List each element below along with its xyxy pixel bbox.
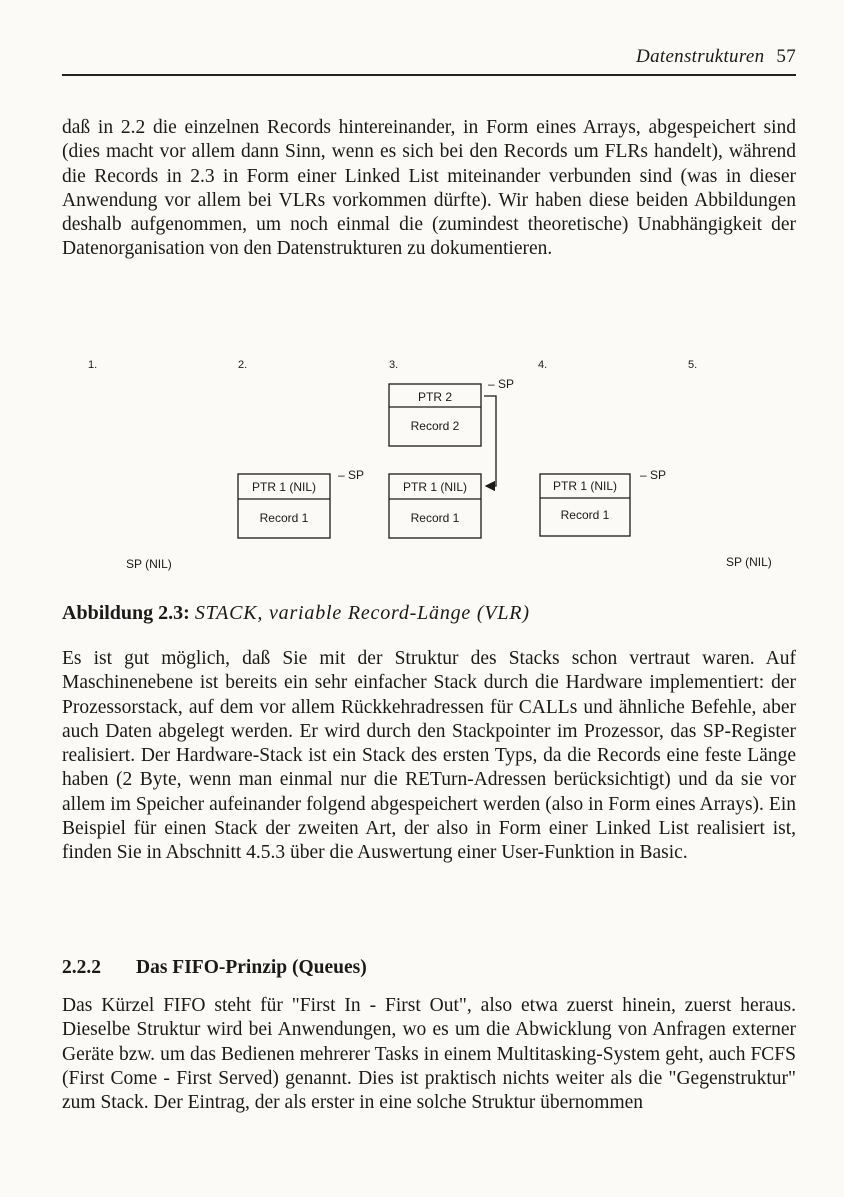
stage-3-record2: Record 2 [410, 419, 460, 433]
caption-label: Abbildung 2.3: [62, 602, 190, 624]
step-label-4: 4. [538, 359, 548, 371]
section-number: 2.2.2 [62, 957, 101, 978]
stage-2-sp: – SP [338, 468, 365, 482]
paragraph-intro: daß in 2.2 die einzelnen Records hintereinander, in Form eines Arrays, abgespeichert sind (dies macht vor allem dann Sinn, wenn es sich bei den Records um FLRs handelt), während die Records in 2.3 in Form einer Linked List miteinander verbunden sind (was in dieser Anwendung vor allem bei VLRs vorkommen dürfte). Wir haben diese beiden Abbildungen deshalb aufgenommen, um noch einmal die (zumindest theoretische) Unabhängigkeit der Datenorganisation von den Datenstrukturen zu dokumentieren. [62, 117, 796, 260]
running-header [62, 46, 796, 68]
stage-1-sp-nil: SP (NIL) [126, 557, 172, 571]
stack-vlr-diagram [0, 340, 844, 580]
page-number: 57 [776, 46, 796, 67]
step-label-3: 3. [389, 359, 399, 371]
step-label-5: 5. [688, 359, 698, 371]
stage-3-ptr2: PTR 2 [417, 390, 453, 404]
stage-4-ptr1: PTR 1 (NIL) [552, 479, 618, 493]
paragraph-fifo: Das Kürzel FIFO steht für "First In - First Out", also etwa zuerst hinein, zuerst heraus. Dieselbe Struktur wird bei Anwendungen, wo es um die Abwicklung von Anfragen externer Geräte bzw. um das Bedienen mehrerer Tasks in einem Multitasking-System geht, auch FCFS (First Come - First Served) genannt. Dies ist praktisch nichts weiter als die "Gegenstruktur" zum Stack. Der Eintrag, der als erster in eine solche Struktur übernommen [62, 995, 796, 1114]
step-label-2: 2. [238, 359, 248, 371]
stage-3-sp: – SP [488, 377, 515, 391]
stage-3-ptr1: PTR 1 (NIL) [402, 480, 468, 494]
stage-2-ptr1: PTR 1 (NIL) [251, 480, 317, 494]
figure-caption [62, 602, 530, 625]
stage-4-record1: Record 1 [560, 508, 610, 522]
paragraph-stack: Es ist gut möglich, daß Sie mit der Struktur des Stacks schon vertraut waren. Auf Maschinenebene ist bereits ein sehr einfacher Stack durch die Hardware implementiert: der Prozessorstack, auf dem vor allem Rückkehradressen für CALLs und ähnliche Befehle, aber auch Daten abgelegt werden. Er wird durch den Stackpointer im Prozessor, das SP-Register realisiert. Der Hardware-Stack ist ein Stack des ersten Typs, da die Records eine feste Länge haben (2 Byte, wenn man einmal nur die RETurn-Adressen berücksichtigt) und da sie vor allem im Speicher aufeinander folgend abgespeichert werden (also in Form eines Arrays). Ein Beispiel für einen Stack der zweiten Art, der also in Form einer Linked List realisiert ist, finden Sie in Abschnitt 4.5.3 über die Auswertung einer User-Funktion in Basic. [62, 648, 796, 864]
stage-2-record1: Record 1 [259, 511, 309, 525]
section-title: Das FIFO-Prinzip (Queues) [136, 957, 367, 978]
stage-3-stack [389, 377, 514, 538]
stage-2-stack [238, 468, 364, 538]
stage-4-sp: – SP [640, 468, 667, 482]
header-title: Datenstrukturen [636, 46, 765, 67]
section-heading [62, 957, 367, 979]
stage-3-record1: Record 1 [410, 511, 460, 525]
caption-title: STACK, variable Record-Länge (VLR) [194, 602, 530, 624]
stage-4-stack [540, 468, 666, 536]
header-rule [62, 74, 796, 76]
step-label-1: 1. [88, 359, 98, 371]
stage-5-sp-nil: SP (NIL) [726, 555, 772, 569]
pointer-arrow [484, 396, 496, 486]
